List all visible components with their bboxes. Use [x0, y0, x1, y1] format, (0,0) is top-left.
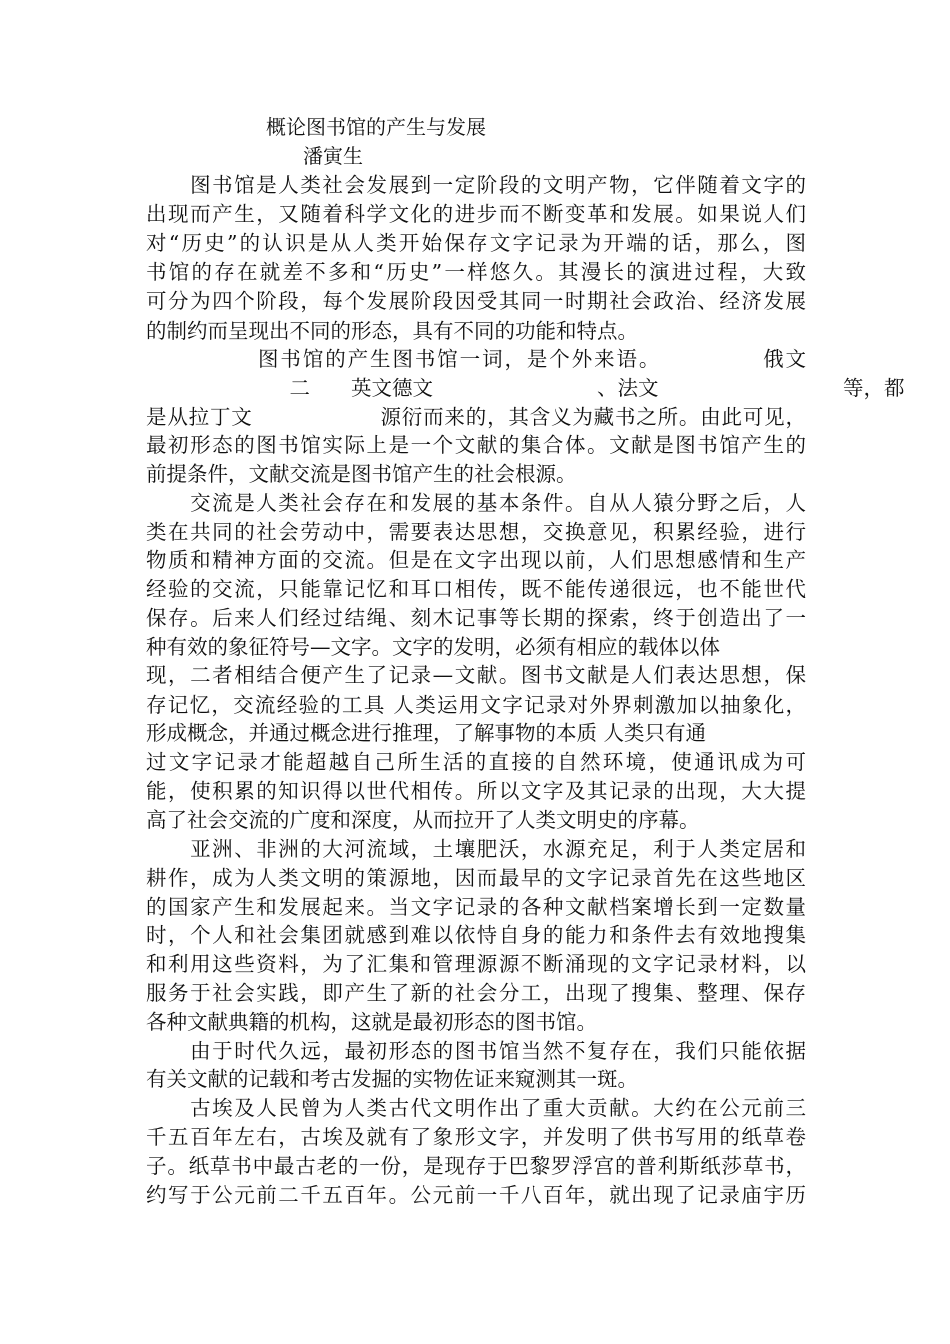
body-line: 经验的交流，只能靠记忆和耳口相传，既不能传递很远，也不能世代: [146, 577, 806, 601]
body-line: 书馆的存在就差不多和“历史”一样悠久。其漫长的演进过程，大致: [146, 260, 806, 284]
body-line: 是从拉丁文 源衍而来的，其含义为藏书之所。由此可见，: [146, 405, 806, 429]
body-line: 物质和精神方面的交流。但是在文字出现以前，人们思想感情和生产: [146, 548, 806, 572]
body-line: 图书馆是人类社会发展到一定阶段的文明产物，它伴随着文字的: [146, 173, 806, 197]
body-line: 的国家产生和发展起来。当文字记录的各种文献档案增长到一定数量: [146, 895, 806, 919]
body-line: 有关文献的记载和考古发掘的实物佐证来窥测其一斑。: [146, 1067, 638, 1091]
body-line: 二 英文德文 、法文 等，都: [146, 376, 905, 400]
body-line: 保存。后来人们经过结绳、刻木记事等长期的探索，终于创造出了一: [146, 606, 806, 630]
body-line: 过文字记录才能超越自己所生活的直接的自然环境，使通讯成为可: [146, 750, 806, 774]
body-line: 形成概念，并通过概念进行推理，了解事物的本质 人类只有通: [146, 721, 707, 745]
body-line: 能，使积累的知识得以世代相传。所以文字及其记录的出现，大大提: [146, 779, 806, 803]
body-line: 和利用这些资料，为了汇集和管理源源不断涌现的文字记录材料，以: [146, 952, 806, 976]
body-line: 种有效的象征符号—文字。文字的发明，必须有相应的载体以体: [146, 635, 720, 659]
body-line: 高了社会交流的广度和深度，从而拉开了人类文明史的序幕。: [146, 808, 700, 832]
body-line: 时，个人和社会集团就感到难以依恃自身的能力和条件去有效地搜集: [146, 923, 806, 947]
document-author: 潘寅生: [303, 144, 363, 168]
body-line: 最初形态的图书馆实际上是一个文献的集合体。文献是图书馆产生的: [146, 433, 806, 457]
body-line: 出现而产生，又随着科学文化的进步而不断变革和发展。如果说人们: [146, 202, 806, 226]
body-line: 交流是人类社会存在和发展的基本条件。自从人猿分野之后，人: [146, 491, 806, 515]
body-line: 亚洲、非洲的大河流域，土壤肥沃，水源充足，利于人类定居和: [146, 837, 806, 861]
body-line: 古埃及人民曾为人类古代文明作出了重大贡献。大约在公元前三: [146, 1096, 806, 1120]
body-line: 图书馆的产生图书馆一词，是个外来语。 俄文: [146, 347, 806, 371]
body-line: 前提条件，文献交流是图书馆产生的社会根源。: [146, 462, 577, 486]
body-line: 服务于社会实践，即产生了新的社会分工，出现了搜集、整理、保存: [146, 981, 806, 1005]
body-line: 的制约而呈现出不同的形态，具有不同的功能和特点。: [146, 319, 638, 343]
body-line: 千五百年左右，古埃及就有了象形文字，并发明了供书写用的纸草卷: [146, 1125, 806, 1149]
body-line: 由于时代久远，最初形态的图书馆当然不复存在，我们只能依据: [146, 1039, 806, 1063]
document-title: 概论图书馆的产生与发展: [266, 115, 486, 139]
body-line: 存记忆，交流经验的工具 人类运用文字记录对外界刺激加以抽象化，: [146, 693, 806, 717]
body-line: 约写于公元前二千五百年。公元前一千八百年，就出现了记录庙宇历: [146, 1183, 806, 1207]
body-line: 子。纸草书中最古老的一份，是现存于巴黎罗浮宫的普利斯纸莎草书，: [146, 1154, 806, 1178]
body-line: 现，二者相结合便产生了记录—文献。图书文献是人们表达思想，保: [146, 663, 806, 687]
body-line: 耕作，成为人类文明的策源地，因而最早的文字记录首先在这些地区: [146, 866, 806, 890]
body-line: 可分为四个阶段，每个发展阶段因受其同一时期社会政治、经济发展: [146, 289, 806, 313]
body-line: 类在共同的社会劳动中，需要表达思想，交换意见，积累经验，进行: [146, 520, 806, 544]
body-line: 对“历史”的认识是从人类开始保存文字记录为开端的话，那么，图: [146, 231, 806, 255]
body-line: 各种文献典籍的机构，这就是最初形态的图书馆。: [146, 1010, 597, 1034]
